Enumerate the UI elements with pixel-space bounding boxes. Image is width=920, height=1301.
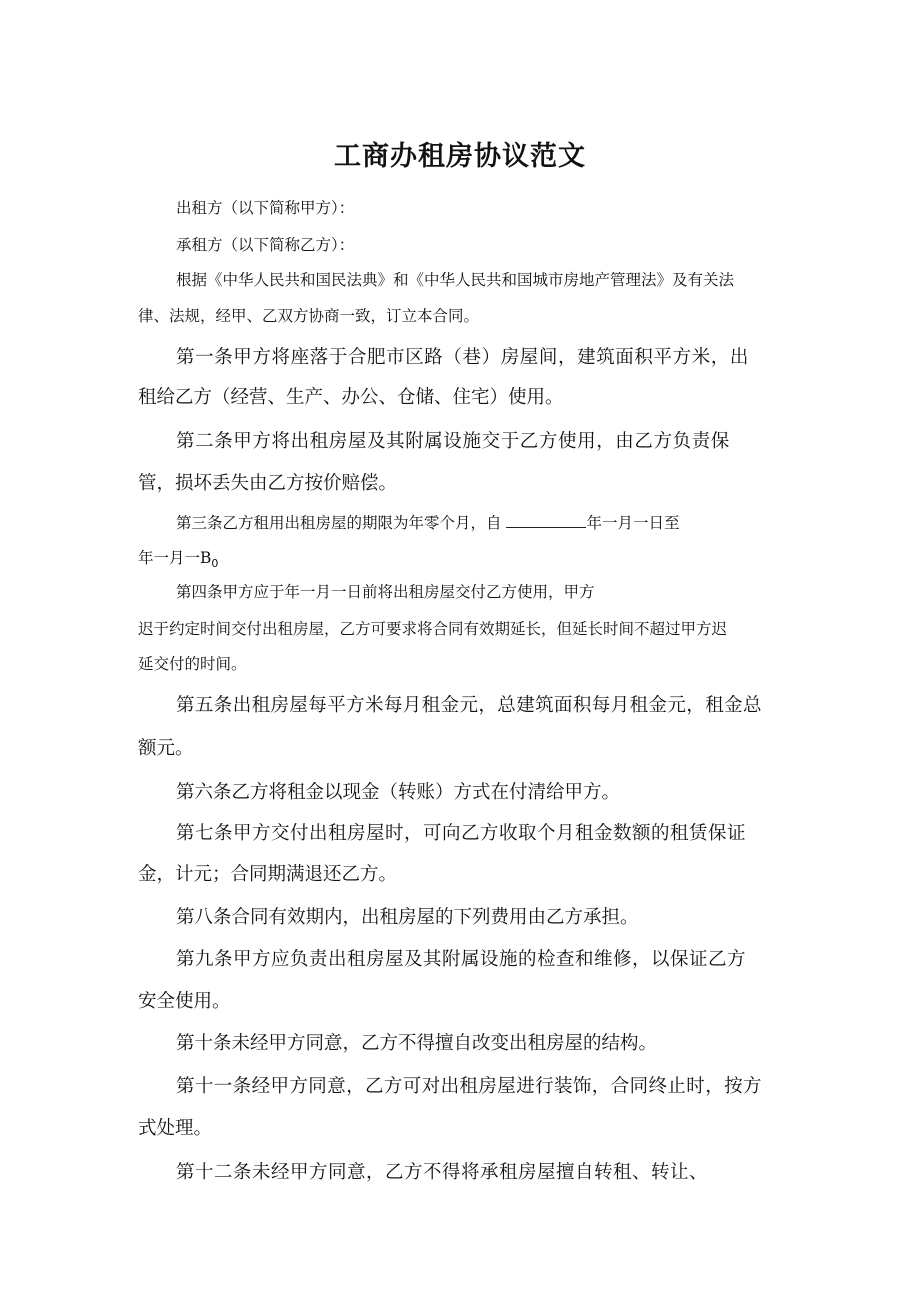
article-10-line: 第十条未经甲方同意，乙方不得擅自改变出租房屋的结构。	[176, 1033, 658, 1054]
article-2-line-1: 第二条甲方将出租房屋及其附属设施交于乙方使用，由乙方负责保	[176, 431, 730, 452]
article-9-line-1: 第九条甲方应负责出租房屋及其附属设施的检查和维修，以保证乙方	[176, 949, 747, 970]
article-11-line-1: 第十一条经甲方同意，乙方可对出租房屋进行装饰，合同终止时，按方	[176, 1076, 762, 1097]
article-3-text-c: 年一月一B	[138, 549, 212, 567]
article-7-line-2: 金，计元；合同期满退还乙方。	[138, 864, 398, 885]
article-4-line-2: 迟于约定时间交付出租房屋，乙方可要求将合同有效期延长，但延长时间不超过甲方迟	[138, 620, 728, 638]
article-1-line-1: 第一条甲方将座落于合肥市区路（巷）房屋间，建筑面积平方米，出	[176, 347, 750, 368]
preamble-line-2: 律、法规，经甲、乙双方协商一致，订立本合同。	[138, 307, 480, 325]
article-11-line-2: 式处理。	[138, 1118, 213, 1139]
article-3-line-2	[138, 546, 218, 570]
article-2-line-2: 管，损坏丢失由乙方按价赔偿。	[138, 473, 398, 494]
article-5-line-1: 第五条出租房屋每平方米每月租金元，总建筑面积每月租金元，租金总	[176, 695, 762, 716]
date-blank	[506, 514, 586, 528]
article-3-text-b: 年一月一日至	[586, 514, 680, 532]
lessor-line: 出租方（以下简称甲方）：	[176, 199, 355, 217]
document-title: 工商办租房协议范文	[334, 141, 586, 172]
article-3-text-a: 第三条乙方租用出租房屋的期限为年零个月，自	[176, 514, 502, 532]
article-12-line-1: 第十二条未经甲方同意，乙方不得将承租房屋擅自转租、转让、	[176, 1162, 709, 1183]
article-4-line-3: 延交付的时间。	[138, 655, 247, 673]
article-7-line-1: 第七条甲方交付出租房屋时，可向乙方收取个月租金数额的租赁保证	[176, 823, 747, 844]
article-3-line-1	[176, 511, 679, 533]
article-9-line-2: 安全使用。	[138, 991, 231, 1012]
article-3-subscript: 0	[211, 557, 219, 571]
preamble-line-1: 根据《中华人民共和国民法典》和《中华人民共和国城市房地产管理法》及有关法	[176, 271, 735, 289]
article-5-line-2: 额元。	[138, 738, 194, 759]
lessee-line: 承租方（以下简称乙方）：	[176, 236, 355, 254]
article-8-line: 第八条合同有效期内，出租房屋的下列费用由乙方承担。	[176, 907, 639, 928]
article-4-line-1: 第四条甲方应于年一月一日前将出租房屋交付乙方使用，甲方	[176, 583, 595, 601]
article-6-line: 第六条乙方将租金以现金（转账）方式在付清给甲方。	[176, 782, 621, 803]
article-1-line-2: 租给乙方（经营、生产、办公、仓储、住宅）使用。	[138, 387, 564, 408]
